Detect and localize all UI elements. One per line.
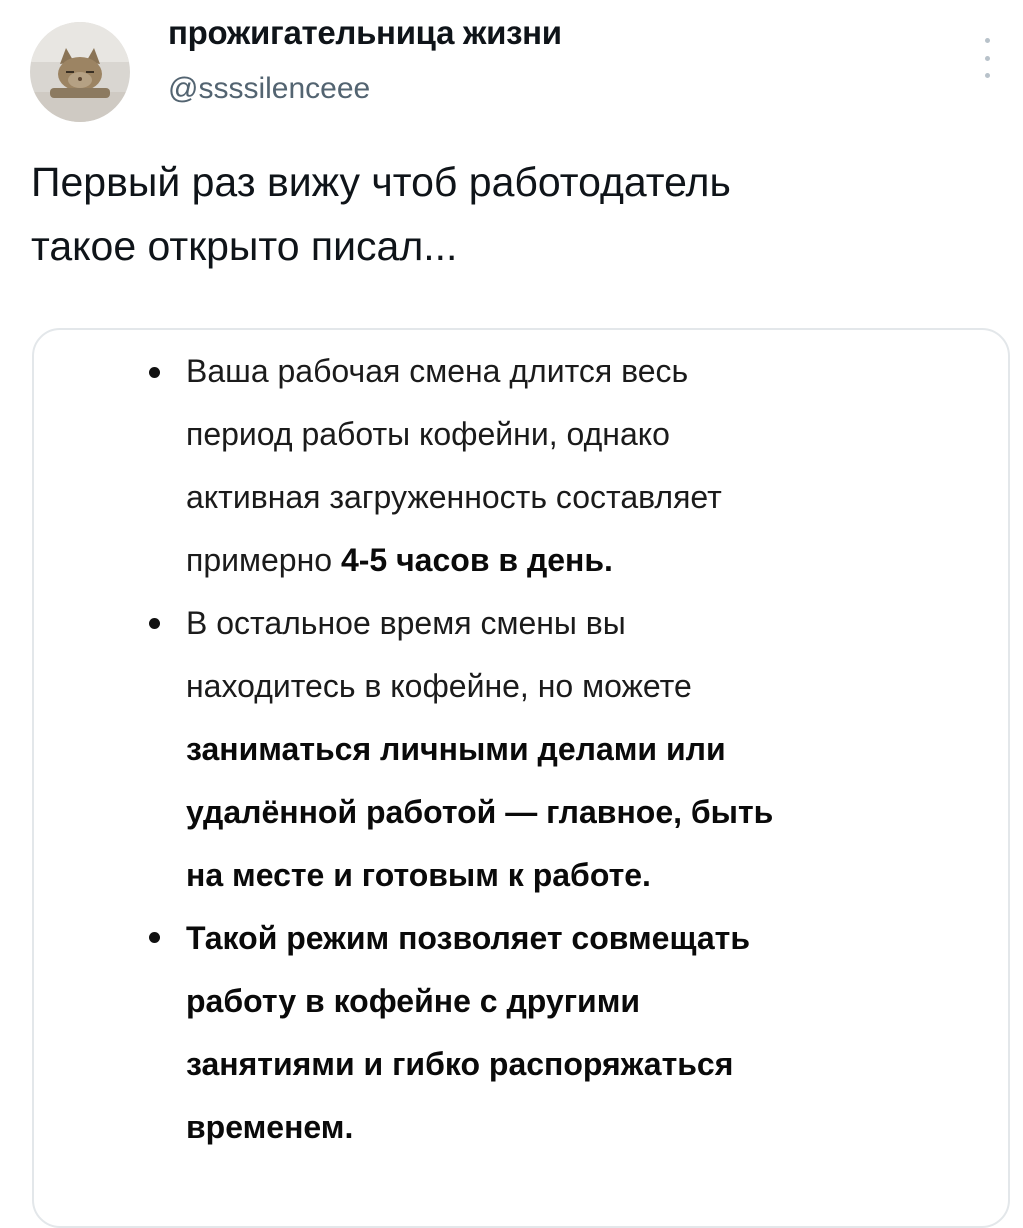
bullet-bold-text: заниматься личными делами или	[186, 731, 726, 767]
tweet-text-line: Первый раз вижу чтоб работодатель	[31, 159, 731, 205]
bullet-item	[186, 907, 946, 1159]
tweet-text-line: такое открыто писал...	[31, 223, 458, 269]
bullet-line	[186, 340, 946, 403]
more-vertical-icon	[985, 38, 990, 43]
bullet-line	[186, 655, 946, 718]
bullet-dot	[149, 618, 160, 629]
bullet-line	[186, 970, 946, 1033]
bullet-bold-text: удалённой работой — главное, быть	[186, 794, 774, 830]
bullet-text: В остальное время смены вы	[186, 605, 626, 641]
attached-image-card[interactable]	[32, 328, 1010, 1228]
bullet-line	[186, 781, 946, 844]
bullet-text: примерно	[186, 542, 341, 578]
bullet-bold-text: работу в кофейне с другими	[186, 983, 641, 1019]
bullet-text: активная загруженность составляет	[186, 479, 722, 515]
more-options-button[interactable]	[976, 38, 998, 78]
bullet-bold-text: Такой режим позволяет совмещать	[186, 920, 750, 956]
bullet-item	[186, 592, 946, 907]
bullet-bold-text: временем.	[186, 1109, 354, 1145]
bullet-dot	[149, 367, 160, 378]
author-display-name[interactable]: прожигательница жизни	[168, 14, 562, 51]
bullet-line	[186, 592, 946, 655]
bullet-line	[186, 529, 946, 592]
bullet-line	[186, 1033, 946, 1096]
bullet-text: находитесь в кофейне, но можете	[186, 668, 692, 704]
author-handle[interactable]: @ssssilenceee	[168, 72, 371, 105]
bullet-bold-text: занятиями и гибко распоряжаться	[186, 1046, 734, 1082]
bullet-bold-text: 4-5 часов в день.	[340, 542, 613, 578]
bullet-line	[186, 907, 946, 970]
bullet-line	[186, 466, 946, 529]
avatar[interactable]	[30, 22, 130, 122]
bullet-bold-text: на месте и готовым к работе.	[186, 857, 651, 893]
bullet-text: период работы кофейни, однако	[186, 416, 670, 452]
bullet-dot	[149, 932, 160, 943]
cat-avatar-image	[30, 22, 130, 122]
bullet-item	[186, 340, 946, 592]
tweet-text	[31, 150, 991, 278]
bullet-line	[186, 1096, 946, 1159]
bullet-text: Ваша рабочая смена длится весь	[186, 353, 689, 389]
bullet-line	[186, 844, 946, 907]
bullet-line	[186, 403, 946, 466]
bullet-line	[186, 718, 946, 781]
